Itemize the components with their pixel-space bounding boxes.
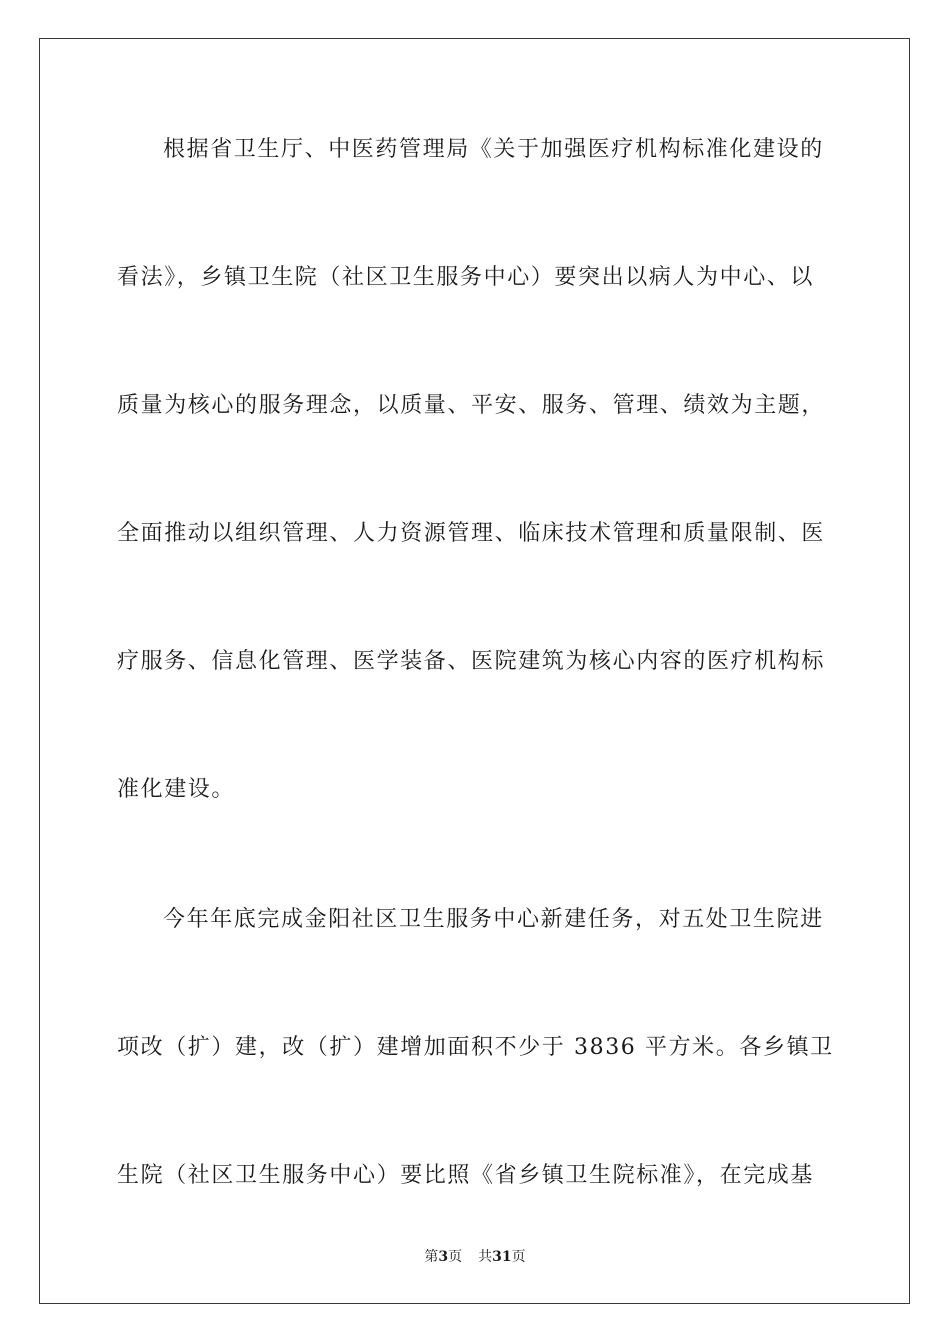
paragraph-1-line-6: 准化建设。: [117, 777, 236, 802]
paragraph-1-line-1: 根据省卫生厅、中医药管理局《关于加强医疗机构标准化建设的: [163, 137, 824, 162]
footer-page-prefix: 第: [424, 1249, 439, 1265]
footer-total-pages: 31: [492, 1249, 512, 1265]
paragraph-2-line-1: 今年年底完成金阳社区卫生服务中心新建任务，对五处卫生院进: [163, 907, 824, 932]
footer-page-suffix: 页: [448, 1249, 463, 1265]
paragraph-1-line-4: 全面推动以组织管理、人力资源管理、临床技术管理和质量限制、医: [117, 521, 826, 546]
paragraph-1-line-3: 质量为核心的服务理念，以质量、平安、服务、管理、绩效为主题，: [117, 393, 826, 418]
page-footer: [0, 1246, 950, 1266]
footer-page-number: 3: [438, 1249, 449, 1265]
document-body: [117, 124, 833, 1278]
paragraph-2-line-3: 生院（社区卫生服务中心）要比照《省乡镇卫生院标准》，在完成基: [117, 1163, 815, 1188]
footer-total-suffix: 页: [511, 1249, 526, 1265]
paragraph-1-line-2: 看法》，乡镇卫生院（社区卫生服务中心）要突出以病人为中心、以: [117, 265, 815, 290]
paragraph-2-line-2: 项改（扩）建，改（扩）建增加面积不少于 3836 平方米。各乡镇卫: [117, 1035, 834, 1060]
paragraph-1-line-5: 疗服务、信息化管理、医学装备、医院建筑为核心内容的医疗机构标: [117, 649, 826, 674]
footer-total-prefix: 共: [478, 1249, 493, 1265]
